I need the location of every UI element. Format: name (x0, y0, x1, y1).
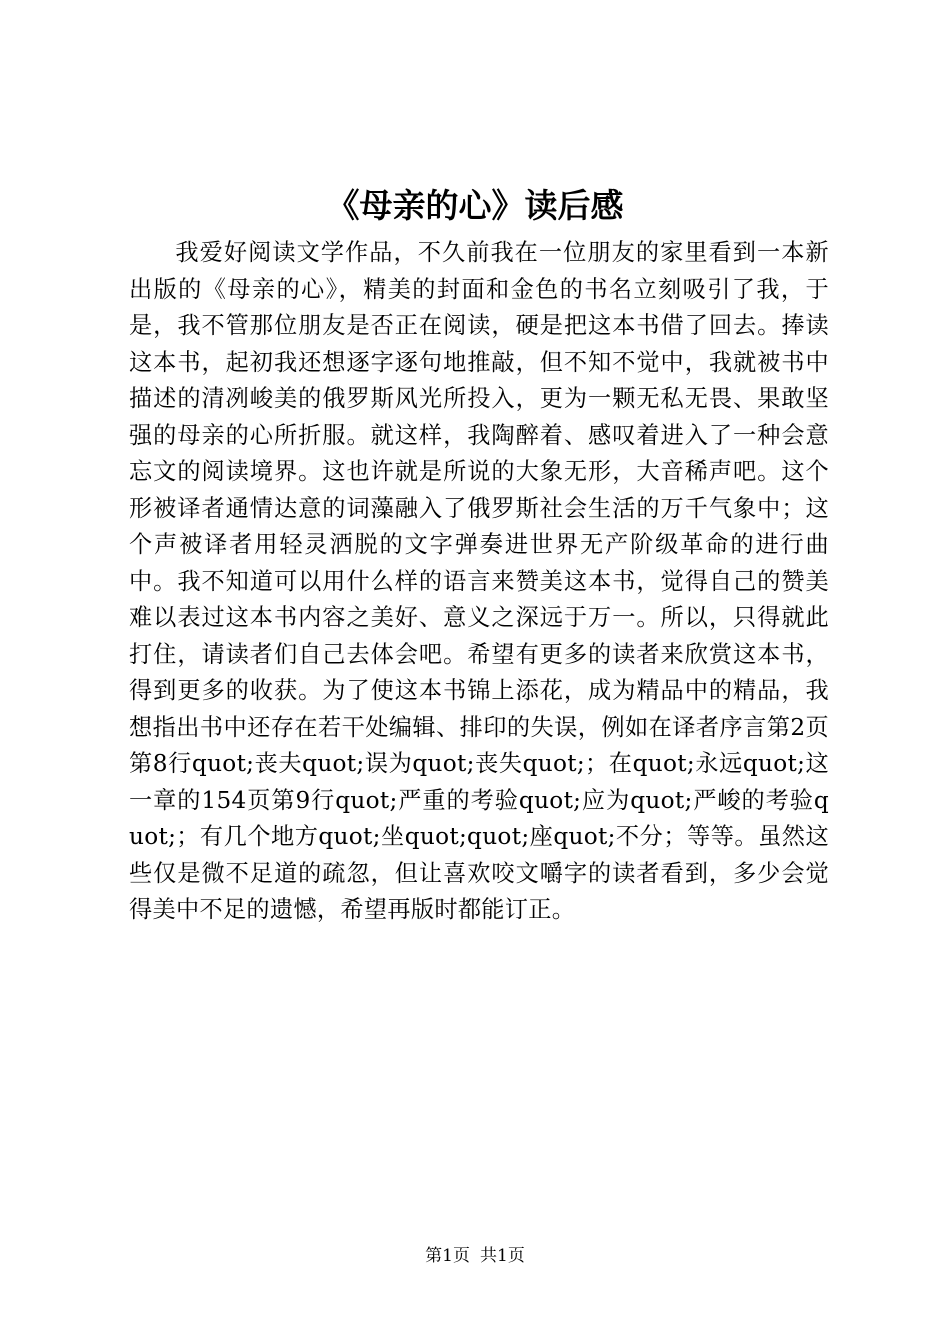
document-title: 《母亲的心》读后感 (326, 186, 624, 225)
page-footer (0, 1244, 950, 1268)
page-total: 共1页 (480, 1246, 525, 1266)
body-paragraph: 我爱好阅读文学作品，不久前我在一位朋友的家里看到一本新出版的《母亲的心》，精美的封面和金色的书名立刻吸引了我，于是，我不管那位朋友是否正在阅读，硬是把这本书借了回去。捧读这本书，起初我还想逐字逐句地推敲，但不知不觉中，我就被书中描述的清冽峻美的俄罗斯风光所投入，更为一颗无私无畏、果敢坚强的母亲的心所折服。就这样，我陶醉着、感叹着进入了一种会意忘文的阅读境界。这也许就是所说的大象无形，大音稀声吧。这个形被译者通情达意的词藻融入了俄罗斯社会生活的万千气象中；这个声被译者用轻灵洒脱的文字弹奏进世界无产阶级革命的进行曲中。我不知道可以用什么样的语言来赞美这本书，觉得自己的赞美难以表过这本书内容之美好、意义之深远于万一。所以，只得就此打住，请读者们自己去体会吧。希望有更多的读者来欣赏这本书，得到更多的收获。为了使这本书锦上添花，成为精品中的精品，我想指出书中还存在若干处编辑、排印的失误，例如在译者序言第2页第8行quot;丧夫quot;误为quot;丧失quot;；在quot;永远quot;这一章的154页第9行quot;严重的考验quot;应为quot;严峻的考验quot;；有几个地方quot;坐quot;quot;座quot;不分；等等。虽然这些仅是微不足道的疏忽，但让喜欢咬文嚼字的读者看到，多少会觉得美中不足的遗憾，希望再版时都能订正。 (129, 239, 829, 923)
page-number: 第1页 (425, 1246, 470, 1266)
